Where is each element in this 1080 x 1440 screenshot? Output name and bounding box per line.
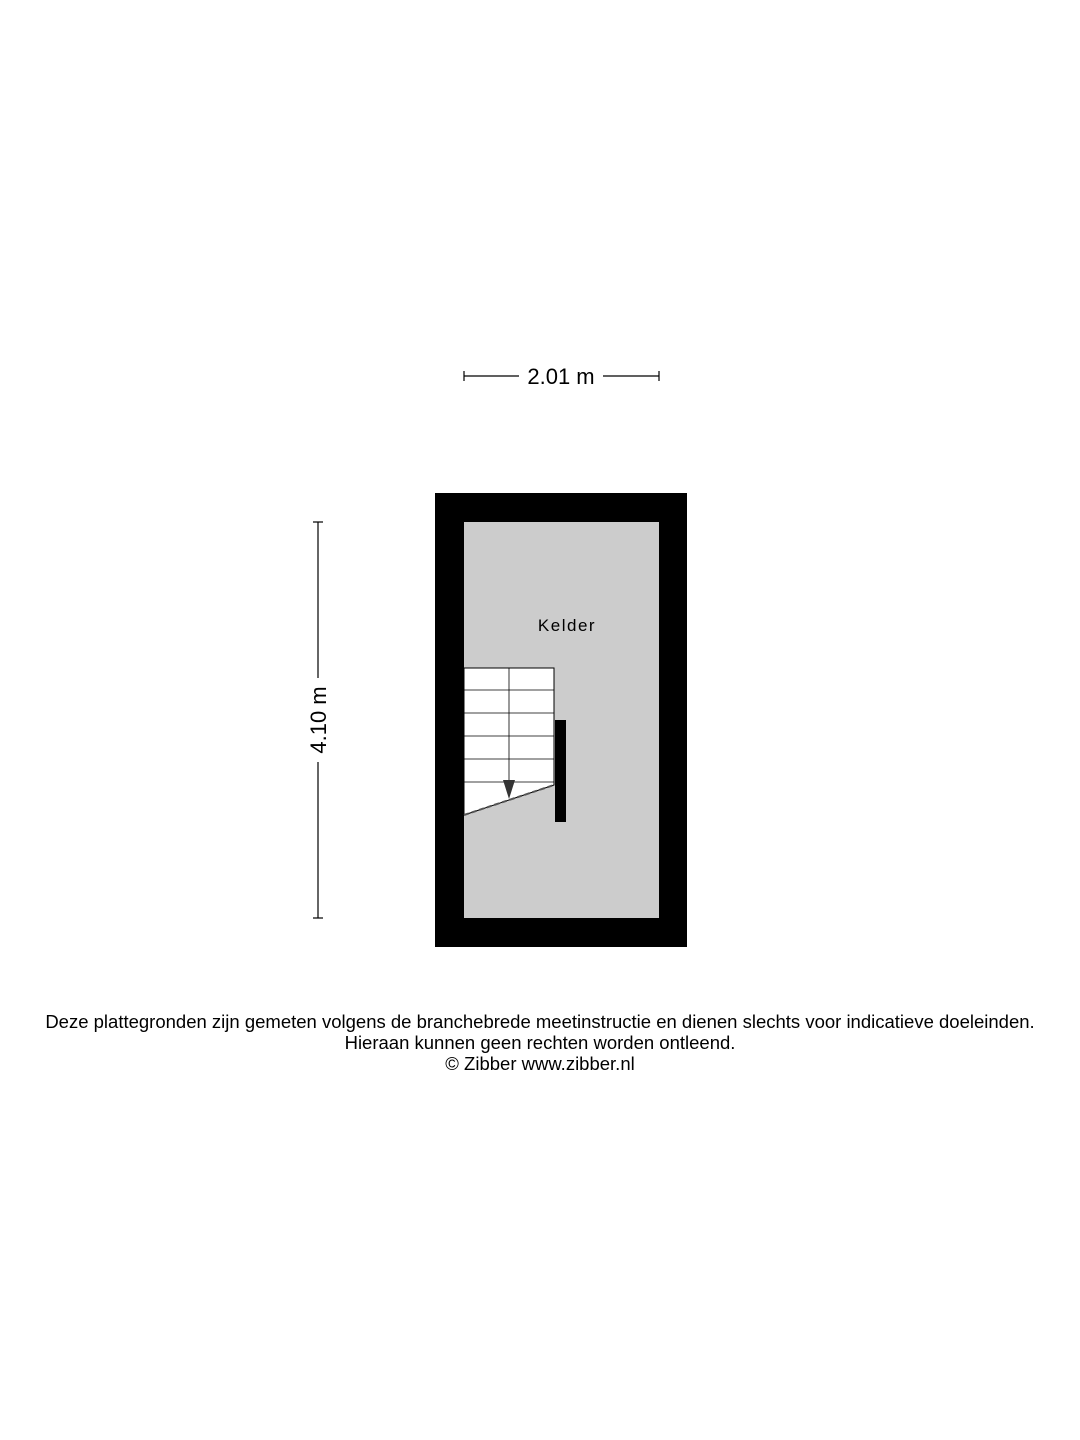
interior-wall [555,720,566,822]
width-dimension [464,364,659,389]
height-dimension [306,522,331,918]
room-label-kelder: Kelder [537,616,597,635]
disclaimer [0,1011,1080,1074]
width-dimension-label: 2.01 m [527,364,595,389]
copyright-line: © Zibber www.zibber.nl [445,1053,635,1074]
disclaimer-line-2: Hieraan kunnen geen rechten worden ontleend. [344,1032,736,1053]
disclaimer-line-1: Deze plattegronden zijn gemeten volgens de branchebrede meetinstructie en dienen slechts voor indicatieve doeleinden. [45,1011,1035,1032]
height-dimension-label: 4.10 m [306,686,331,754]
